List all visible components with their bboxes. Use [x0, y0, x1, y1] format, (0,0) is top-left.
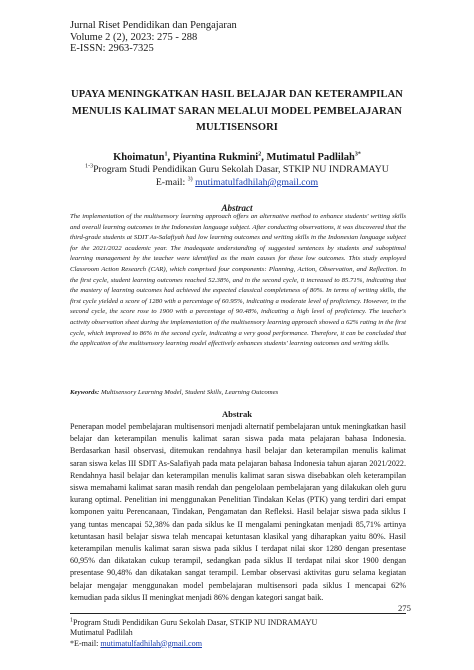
footnote-affiliation-text: Program Studi Pendidikan Guru Sekolah Dasar, STKIP NU INDRAMAYU [73, 618, 318, 627]
email-label: E-mail: [155, 177, 186, 188]
footnote [70, 618, 406, 649]
author-list: Khoimatun$^1$, Piyantina Rukmini$^2$, Mutimatul Padlilah$^{3*}$ [113, 151, 361, 163]
abstrak-heading: Abstrak [221, 409, 253, 419]
author-sup: 2 [258, 151, 262, 158]
author-name: Piyantina Rukmini [172, 152, 259, 163]
footnote-sup: 1 [70, 617, 73, 624]
footnote-divider [70, 613, 406, 614]
journal-header [70, 20, 237, 55]
affiliation [60, 164, 414, 176]
footnote-affiliation [70, 618, 406, 628]
page-number: 275 [398, 603, 411, 613]
author-sup: 3* [354, 151, 361, 158]
title-line: MULTISENSORI [196, 122, 278, 133]
keywords-line [70, 388, 406, 398]
journal-name: Jurnal Riset Pendidikan dan Pengajaran [70, 20, 237, 31]
journal-volume: Volume 2 (2), 2023: 275 - 288 [70, 31, 198, 43]
author-name: Khoimatun [113, 152, 165, 163]
keywords-label: Keywords: [70, 389, 100, 396]
title-line: MENULIS KALIMAT SARAN MELALUI MODEL PEMBELAJARAN [71, 105, 403, 117]
affiliation-text: Program Studi Pendidikan Guru Sekolah Dasar, STKIP NU INDRAMAYU [93, 164, 389, 175]
footnote-email [70, 639, 406, 649]
author-email-link[interactable]: mutimatulfadhilah@gmail.com [195, 177, 319, 188]
affiliation-sup: 1-3 [85, 163, 94, 170]
footnote-author: Mutimatul Padlilah [70, 628, 133, 638]
abstrak-body: Penerapan model pembelajaran multisensori menjadi alternatif pembelajaran untuk meningkatkan hasil belajar dan keterampilan menulis kalimat saran siswa pada mata pelajaran bahasa Indonesia. Berdasarkan hasil observasi, ditemukan rendahnya hasil belajar dan keterampilan menulis kalimat saran siswa kelas III SDIT As-Salafiyah pada mata pelajaran bahasa Indonesia tahun ajaran 2021/2022. Rendahnya hasil belajar dan keterampilan menulis kalimat saran siswa disebabkan oleh keterampilan siswa memahami kalimat saran masih rendah dan pengelolaan pembelajaran yang dilakukan oleh guru kurang optimal. Penelitian ini menggunakan Penelitian Tindakan Kelas (PTK) yang terdiri dari empat komponen yaitu Perencanaan, Tindakan, Pengamatan dan Refleksi. Hasil belajar siswa pada siklus I yang tuntas mencapai 52,38% dan pada siklus ke II mengalami peningkatan menjadi 85,71% artinya ketuntasan hasil belajar siswa telah mencapai ketuntasan klasikal yang diharapkan yaitu 80%. Hasil keterampilan menulis kalimat saran siswa pada siklus I terdapat nilai skor 1280 dengan presentase 60,95% dan dikatakan cukup terampil, sedangkan pada siklus II terdapat nilai skor 1900 dengan presentase 90,48% dan dikatakan sangat terampil. Lembar observasi aktivitas guru selama kegiatan belajar mengajar menggunakan model pembelajaran multisensori pada siklus I mencapai 62% kemudian pada siklus II meningkat menjadi 86% dengan kategori sangat baik. [70, 422, 406, 602]
title-line: UPAYA MENINGKATKAN HASIL BELAJAR DAN KETERAMPILAN [71, 89, 403, 100]
footnote-email-label: *E-mail: [70, 638, 99, 648]
journal-issn: E-ISSN: 2963-7325 [70, 43, 154, 54]
email-sup: 3) [187, 176, 193, 183]
author-email-line [60, 177, 414, 189]
article-title [60, 87, 414, 137]
author-name: Mutimatul Padlilah [266, 152, 355, 163]
footnote-email-link[interactable]: mutimatulfadhilah@gmail.com [100, 638, 202, 648]
keywords-text: Multisensory Learning Model, Student Skills, Learning Outcomes [100, 389, 279, 396]
abstract-heading: Abstract [221, 203, 253, 213]
abstract-body: The implementation of the multisensory learning approach offers an alternative method to enhance students' writing skills and overall learning outcomes in the Indonesian language subject. After conducting observations, it was discovered that the third-grade students at SDIT As-Salafiyah had low learning outcomes and writing skills in the Indonesian language subject for the 2021/2022 academic year. The inadequate understanding of suggested sentences by students and suboptimal learning management by the teacher were identified as the main causes for these low outcomes. This study employed Classroom Action Research (CAR), which comprised four components: Planning, Action, Observation, and Reflection. In the first cycle, student learning outcomes reached 52.38%, and in the second cycle, it increased to 85.71%, indicating that the mastery of learning outcomes had achieved the expected classical completeness of 80%. In terms of writing skills, the first cycle yielded a score of 1280 with a percentage of 60.95%, indicating a moderate level of proficiency. However, in the second cycle, the score rose to 1900 with a percentage of 90.48%, indicating a high level of proficiency. The teacher's activity observation sheet during the implementation of the multisensory learning approach showed a 62% rating in the first cycle, which improved to 86% in the second cycle, indicating a very good performance. Therefore, it can be concluded that the application of the multisensory learning model effectively enhances students' learning outcomes and writing skills. [70, 213, 406, 348]
author-sup: 1 [164, 151, 168, 158]
